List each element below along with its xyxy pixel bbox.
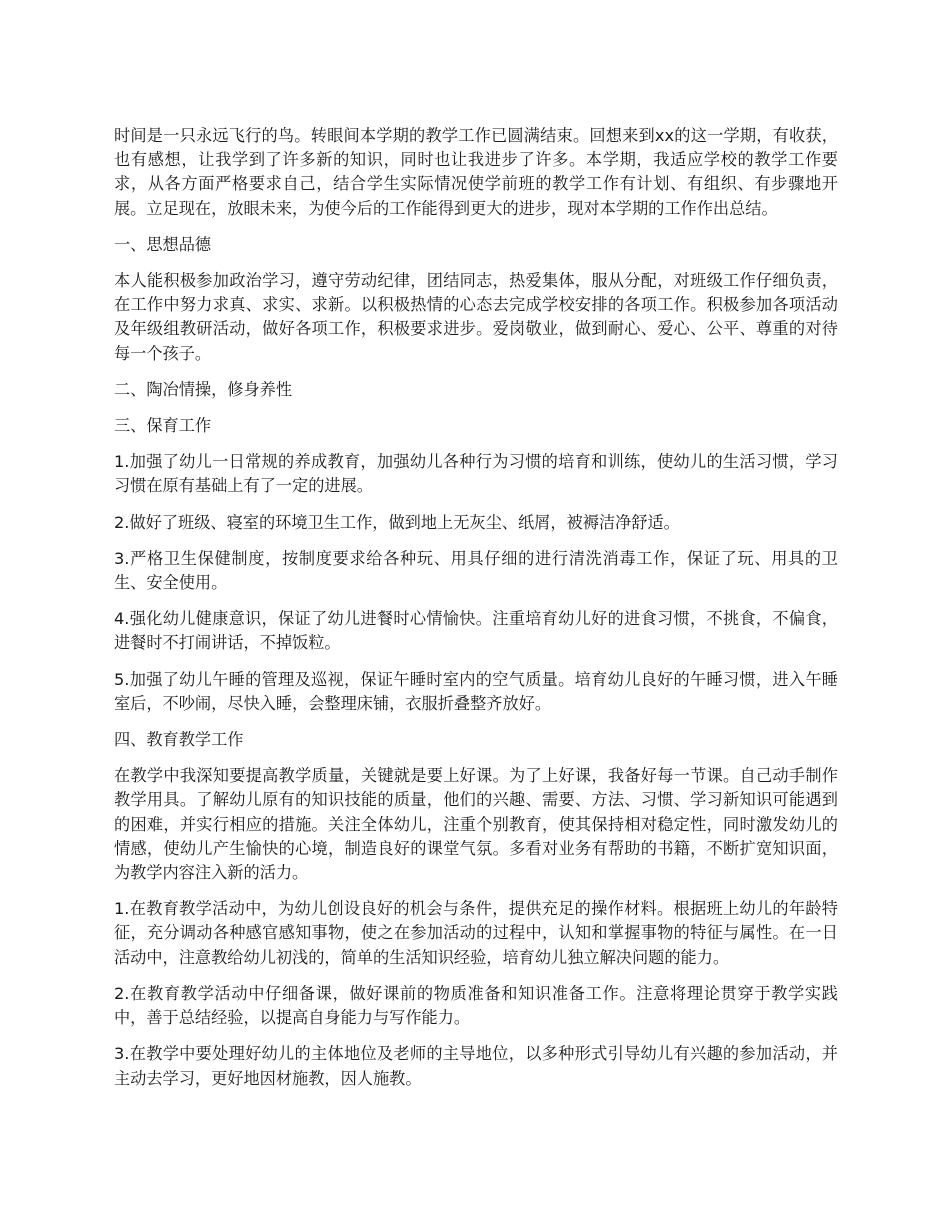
section-body-ideology: 本人能积极参加政治学习，遵守劳动纪律，团结同志，热爱集体，服从分配，对班级工作仔细负责，在工作中努力求真、求实、求新。以积极热情的心态去完成学校安排的各项工作。积极参加各项活动及年级组教研活动，做好各项工作，积极要求进步。爱岗敬业，做到耐心、爱心、公平、尊重的对待每一个孩子。 <box>114 271 838 363</box>
section-heading-care-work: 三、保育工作 <box>114 416 212 436</box>
care-item-1: 1.加强了幼儿一日常规的养成教育，加强幼儿各种行为习惯的培育和训练，使幼儿的生活习惯，学习习惯在原有基础上有了一定的进展。 <box>114 452 838 496</box>
section-body-teaching-work: 在教学中我深知要提高教学质量，关键就是要上好课。为了上好课，我备好每一节课。自己动手制作教学用具。了解幼儿原有的知识技能的质量，他们的兴趣、需要、方法、习惯、学习新知识可能遇到的困难，并实行相应的措施。关注全体幼儿，注重个别教育，使其保持相对稳定性，同时激发幼儿的情感，使幼儿产生愉快的心境，制造良好的课堂气氛。多看对业务有帮助的书籍，不断扩宽知识面，为教学内容注入新的活力。 <box>114 766 838 883</box>
care-item-2: 2.做好了班级、寝室的环境卫生工作，做到地上无灰尘、纸屑，被褥洁净舒适。 <box>114 512 680 532</box>
care-item-3: 3.严格卫生保健制度，按制度要求给各种玩、用具仔细的进行清洗消毒工作，保证了玩、用具的卫生、安全使用。 <box>114 548 838 593</box>
teaching-item-3: 3.在教学中要处理好幼儿的主体地位及老师的主导地位，以多种形式引导幼儿有兴趣的参加活动，并主动去学习，更好地因材施教，因人施教。 <box>114 1044 838 1088</box>
section-heading-teaching-work: 四、教育教学工作 <box>114 730 244 750</box>
document-page <box>114 124 838 1103</box>
care-item-5: 5.加强了幼儿午睡的管理及巡视，保证午睡时室内的空气质量。培育幼儿良好的午睡习惯，进入午睡室后，不吵闹，尽快入睡，会整理床铺，衣服折叠整齐放好。 <box>114 669 838 713</box>
care-item-4: 4.强化幼儿健康意识，保证了幼儿进餐时心情愉快。注重培育幼儿好的进食习惯，不挑食，不偏食，进餐时不打闹讲话，不掉饭粒。 <box>114 609 838 653</box>
intro-paragraph: 时间是一只永远飞行的鸟。转眼间本学期的教学工作已圆满结束。回想来到xx的这一学期，有收获，也有感想，让我学到了许多新的知识，同时也让我进步了许多。本学期，我适应学校的教学工作要求，从各方面严格要求自己，结合学生实际情况使学前班的教学工作有计划、有组织、有步骤地开展。立足现在，放眼未来，为使今后的工作能得到更大的进步，现对本学期的工作作出总结。 <box>114 126 838 218</box>
teaching-item-1: 1.在教育教学活动中，为幼儿创设良好的机会与条件，提供充足的操作材料。根据班上幼儿的年龄特征，充分调动各种感官感知事物，使之在参加活动的过程中，认知和掌握事物的特征与属性。在一日活动中，注意教给幼儿初浅的，简单的生活知识经验，培育幼儿独立解决问题的能力。 <box>114 899 838 967</box>
section-heading-ideology: 一、思想品德 <box>114 234 212 254</box>
teaching-item-2: 2.在教育教学活动中仔细备课，做好课前的物质准备和知识准备工作。注意将理论贯穿于教学实践中，善于总结经验，以提高自身能力与写作能力。 <box>114 983 838 1028</box>
section-heading-cultivation: 二、陶冶情操，修身养性 <box>114 379 293 399</box>
